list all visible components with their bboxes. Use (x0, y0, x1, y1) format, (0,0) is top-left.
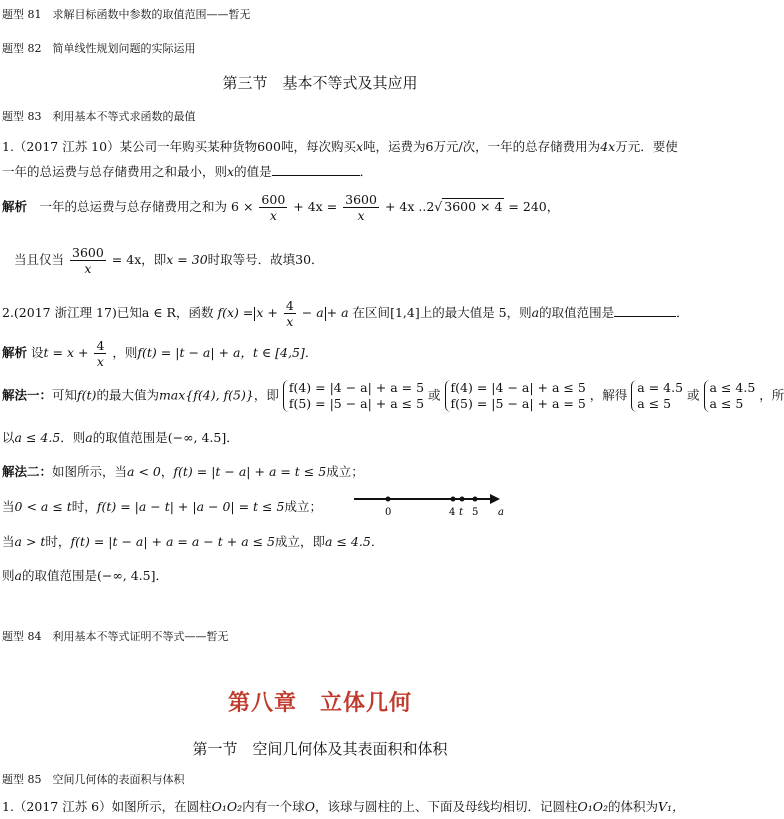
sqrt-icon: √ (434, 199, 443, 214)
label-0: 0 (385, 507, 392, 518)
type-81-heading: 题型 81 求解目标函数中参数的取值范围——暂无 (2, 8, 251, 21)
problem-2-statement: 2.(2017 浙江理 17)已知a ∈ R，函数 f(x) = x + $\frac{4}{x}$ − a + a 在区间[1,4]上的最大值是 5，则a的取值范围是 ． (2, 298, 689, 329)
problem-2-solution: 解析 设t = x + $\frac{4}{x}$ ，则f(t) = |t − a| + a，t ∈ [4,5]． (2, 338, 318, 369)
system-4: a ≤ 4.5 a ≤ 5 (704, 380, 756, 412)
method-2-line-2: 当0 < a ≤ t时，f(t) = |a − t| + |a − 0| = t ≤ 5成立； (2, 499, 322, 514)
type-85-heading: 题型 85 空间几何体的表面积与体积 (2, 773, 185, 786)
method-2-line-3: 当a > t时，f(t) = |t − a| + a = a − t + a ≤ 5成立，即a ≤ 4.5． (2, 534, 384, 549)
method-2-line-1: 解法二：如图所示，当a < 0，f(t) = |t − a| + a = t ≤ 5成立； (2, 464, 364, 479)
problem-1-solution: 解析 一年的总运费与总存储费用之和为 6 × $\frac{600}{x}$ + 4x = $\frac{3600}{x}$ + 4x ..2√ 3600 × 4 = 240， (2, 192, 560, 223)
answer-blank (272, 163, 360, 176)
fraction-4-x: $\frac{4}{x}$ (285, 298, 294, 329)
problem-1-line-2: 一年的总运费与总存储费用之和最小，则x的值是 ． (2, 164, 373, 179)
system-1: f(4) = |4 − a| + a = 5 f(5) = |5 − a| + a ≤ 5 (283, 380, 424, 412)
fraction-4-x-sub: $\frac{4}{x}$ (96, 338, 105, 369)
fraction-3600-x-cond: $\frac{3600}{x}$ (72, 245, 104, 276)
type-84-heading: 题型 84 利用基本不等式证明不等式——暂无 (2, 630, 229, 643)
problem-1-line-1: 1.（2017 江苏 10）某公司一年购买某种货物600吨，每次购买x吨，运费为6万元/次，一年的总存储费用为4x万元．要使 (2, 139, 678, 154)
system-3: a = 4.5 a ≤ 5 (631, 380, 683, 412)
type-82-heading: 题型 82 简单线性规划问题的实际运用 (2, 42, 196, 55)
arrow-icon (490, 494, 500, 504)
method-2-line-4: 则a的取值范围是(−∞, 4.5]． (2, 568, 168, 583)
fraction-3600-x: $\frac{3600}{x}$ (345, 192, 377, 223)
chapter-8-title: 第八章 立体几何 (227, 690, 412, 716)
method-1-line-2: 以a ≤ 4.5．则a的取值范围是(−∞, 4.5]． (2, 430, 239, 445)
fraction-600-x: $\frac{600}{x}$ (261, 192, 286, 223)
type-83-heading: 题型 83 利用基本不等式求函数的最值 (2, 110, 196, 123)
label-4: 4 (449, 507, 456, 518)
section-1-title: 第一节 空间几何体及其表面积和体积 (192, 740, 448, 758)
problem-3-line-1: 1.（2017 江苏 6）如图所示，在圆柱O₁O₂内有一个球O，该球与圆柱的上、下面及母线均相切．记圆柱O₁O₂的体积为V₁， (2, 799, 685, 814)
label-5: 5 (472, 507, 479, 518)
method-1-line-1: 解法一：可知f(t)的最大值为max{f(4), f(5)}，即 f(4) = |4 − a| + a = 5 f(5) = |5 − a| + a ≤ 5 或 f(4) = |4 − a| + a ≤ 5 f(5) = |5 − a| + a = 5 ，解得 a = 4.5 a ≤ 5 或 a ≤ 4.5 a ≤ 5 ，所 (2, 380, 784, 411)
system-2: f(4) = |4 − a| + a ≤ 5 f(5) = |5 − a| + a = 5 (445, 380, 586, 412)
label-a: a (498, 507, 504, 518)
problem-1-condition: 当且仅当 $\frac{3600}{x}$ = 4x，即x = 30时取等号．故填30． (14, 245, 324, 276)
section-3-title: 第三节 基本不等式及其应用 (222, 74, 418, 92)
label-t: t (459, 507, 464, 518)
number-line (350, 488, 510, 518)
answer-blank-2 (614, 304, 676, 317)
